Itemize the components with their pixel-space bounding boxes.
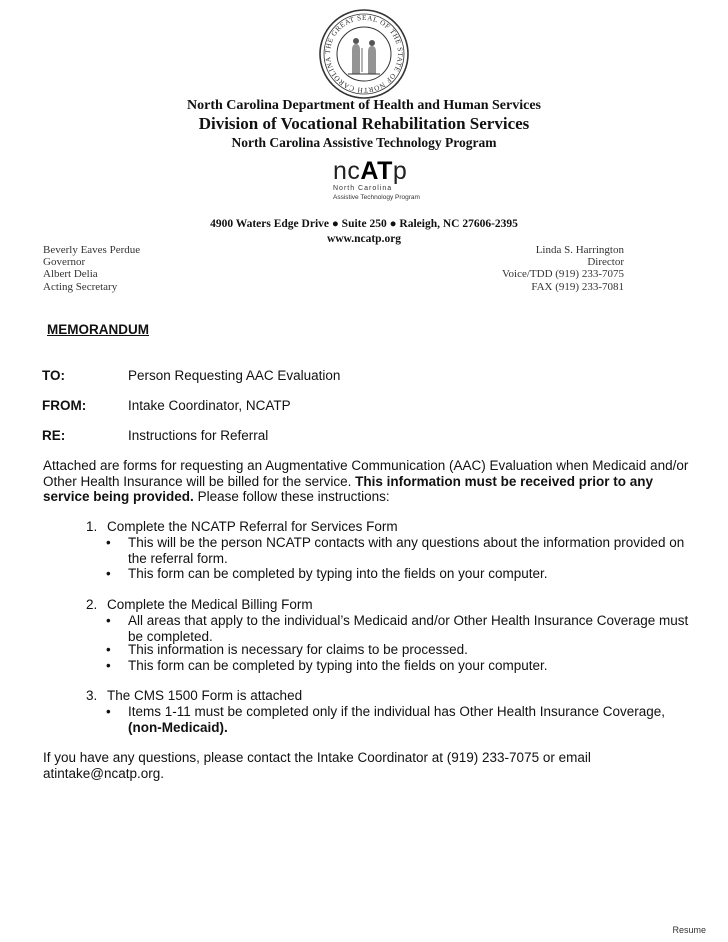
memo-title: MEMORANDUM [47, 322, 149, 337]
logo-prefix: nc [333, 157, 361, 185]
step-2-title: Complete the Medical Billing Form [107, 597, 313, 612]
intro-bold: This information must be received prior to any service being provided. [43, 473, 653, 504]
seal-ring-text: THE GREAT SEAL OF THE STATE OF NORTH CAROLINA [323, 13, 405, 95]
governor-name: Beverly Eaves Perdue [43, 244, 141, 256]
fax-number: FAX (919) 233-7081 [531, 280, 624, 293]
from-value: Intake Coordinator, NCATP [128, 398, 291, 413]
step-3-bullet-bold: (non-Medicaid). [128, 719, 228, 735]
step-3-bullet-1 [128, 704, 693, 735]
director-title: Director [587, 256, 624, 269]
step-1-number: 1. [86, 519, 98, 534]
logo-suffix: p [392, 157, 408, 185]
step-1-title: Complete the NCATP Referral for Services Form [107, 519, 398, 534]
step-2-bullet-2: This information is necessary for claims to be processed. [128, 642, 468, 657]
re-label: RE: [42, 428, 66, 443]
intro-tail: Please follow these instructions: [193, 489, 390, 504]
director-name: Linda S. Harrington [535, 244, 624, 256]
secretary-title: Acting Secretary [43, 280, 118, 293]
step-1-bullet-1: This will be the person NCATP contacts with any questions about the information provided on the referral form. [128, 535, 685, 566]
right-officials [502, 244, 624, 293]
street-address: 4900 Waters Edge Drive ● Suite 250 ● Raleigh, NC 27606-2395 [210, 218, 518, 230]
bullet-icon: • [106, 704, 111, 719]
website-address: www.ncatp.org [326, 233, 402, 245]
step-1-bullet-2: This form can be completed by typing into the fields on your computer. [128, 566, 548, 581]
governor-title: Governor [43, 256, 86, 269]
bullet-icon: • [106, 613, 111, 628]
step-3-number: 3. [86, 688, 98, 703]
step-2-bullet-1: All areas that apply to the individual’s Medicaid and/or Other Health Insurance Coverage must be completed. [128, 613, 689, 644]
bullet-icon: • [106, 535, 111, 550]
program-name: North Carolina Assistive Technology Program [231, 135, 497, 150]
from-label: FROM: [42, 398, 87, 413]
to-label: TO: [42, 368, 65, 383]
re-value: Instructions for Referral [128, 428, 269, 443]
department-name: North Carolina Department of Health and Human Services [187, 98, 541, 113]
step-3-title: The CMS 1500 Form is attached [107, 688, 303, 703]
step-2-number: 2. [86, 597, 98, 612]
bullet-icon: • [106, 642, 111, 657]
closing-paragraph: If you have any questions, please contact the Intake Coordinator at (919) 233-7075 or email atintake@ncatp.org. [43, 750, 591, 781]
logo-bold: AT [360, 157, 393, 185]
ncatp-logo [333, 157, 407, 186]
division-name: Division of Vocational Rehabilitation Services [198, 114, 530, 133]
svg-text:THE GREAT SEAL OF THE STATE OF [324, 14, 404, 94]
step-3-bullet-text: Items 1-11 must be completed only if the individual has Other Health Insurance Coverage, [128, 704, 666, 719]
secretary-name: Albert Delia [43, 268, 98, 281]
intro-text: Attached are forms for requesting an Augmentative Communication (AAC) Evaluation when Medicaid and/or Other Health Insurance will be billed for the service. [43, 458, 689, 489]
to-value: Person Requesting AAC Evaluation [128, 368, 341, 383]
step-2-bullet-3: This form can be completed by typing into the fields on your computer. [128, 658, 548, 673]
left-officials [43, 244, 140, 293]
footer-label: Resume [672, 925, 706, 935]
intro-paragraph [43, 458, 693, 505]
voice-phone: Voice/TDD (919) 233-7075 [502, 268, 624, 281]
nc-state-seal-icon [318, 8, 410, 100]
bullet-icon: • [106, 566, 111, 581]
bullet-icon: • [106, 658, 111, 673]
logo-subtitle-2: Assistive Technology Program [333, 194, 420, 201]
logo-subtitle-1: North Carolina [333, 185, 393, 192]
